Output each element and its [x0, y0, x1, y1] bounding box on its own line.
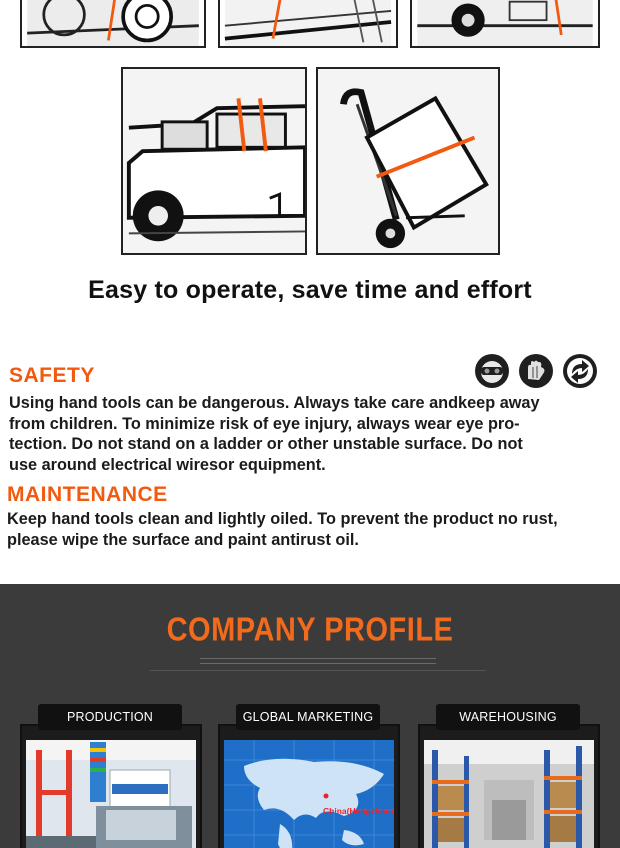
recycle-icon	[563, 354, 597, 388]
global-marketing-label: GLOBAL MARKETING	[236, 704, 380, 730]
gloves-icon	[519, 354, 553, 388]
car-wheel-illustration	[22, 0, 204, 46]
maintenance-title: MAINTENANCE	[7, 483, 168, 506]
illustration-panel-truck-tiedown	[121, 67, 307, 255]
china-hangzhou-label: China(Hangzhou)	[323, 806, 394, 816]
goggles-icon	[475, 354, 509, 388]
illustration-panel-hand-truck	[316, 67, 500, 255]
production-card[interactable]	[20, 724, 202, 848]
company-profile-title: COMPANY PROFILE	[166, 611, 454, 649]
ladder-illustration	[220, 0, 396, 46]
safety-line: use around electrical wiresor equipment.	[9, 455, 326, 474]
warehouse-photo	[424, 740, 594, 848]
safety-text	[9, 393, 614, 475]
maintenance-line: please wipe the surface and paint antirust oil.	[7, 530, 359, 549]
maintenance-text	[7, 509, 617, 550]
decorative-divider	[200, 658, 436, 659]
illustration-panel-car-side	[410, 0, 600, 48]
safety-line: Using hand tools can be dangerous. Always take care andkeep away	[9, 394, 540, 412]
production-label: PRODUCTION	[38, 704, 182, 730]
decorative-rule	[150, 670, 486, 671]
truck-tiedown-illustration	[123, 69, 305, 253]
decorative-divider	[200, 663, 436, 664]
hand-truck-illustration	[318, 69, 498, 253]
company-profile-section	[0, 584, 620, 848]
safety-title: SAFETY	[9, 364, 95, 387]
illustration-panel-car-wheel	[20, 0, 206, 48]
global-marketing-card[interactable]	[218, 724, 400, 848]
illustration-panel-ladder	[218, 0, 398, 48]
production-photo	[26, 740, 196, 848]
warehousing-card[interactable]	[418, 724, 600, 848]
safety-line: from children. To minimize risk of eye injury, always wear eye pro-	[9, 414, 520, 433]
maintenance-line: Keep hand tools clean and lightly oiled. To prevent the product no rust,	[7, 510, 558, 528]
safety-line: tection. Do not stand on a ladder or other unstable surface. Do not	[9, 435, 523, 453]
world-map-photo	[224, 740, 394, 848]
headline: Easy to operate, save time and effort	[88, 276, 532, 304]
car-side-illustration	[412, 0, 598, 46]
warehousing-label: WAREHOUSING	[436, 704, 580, 730]
